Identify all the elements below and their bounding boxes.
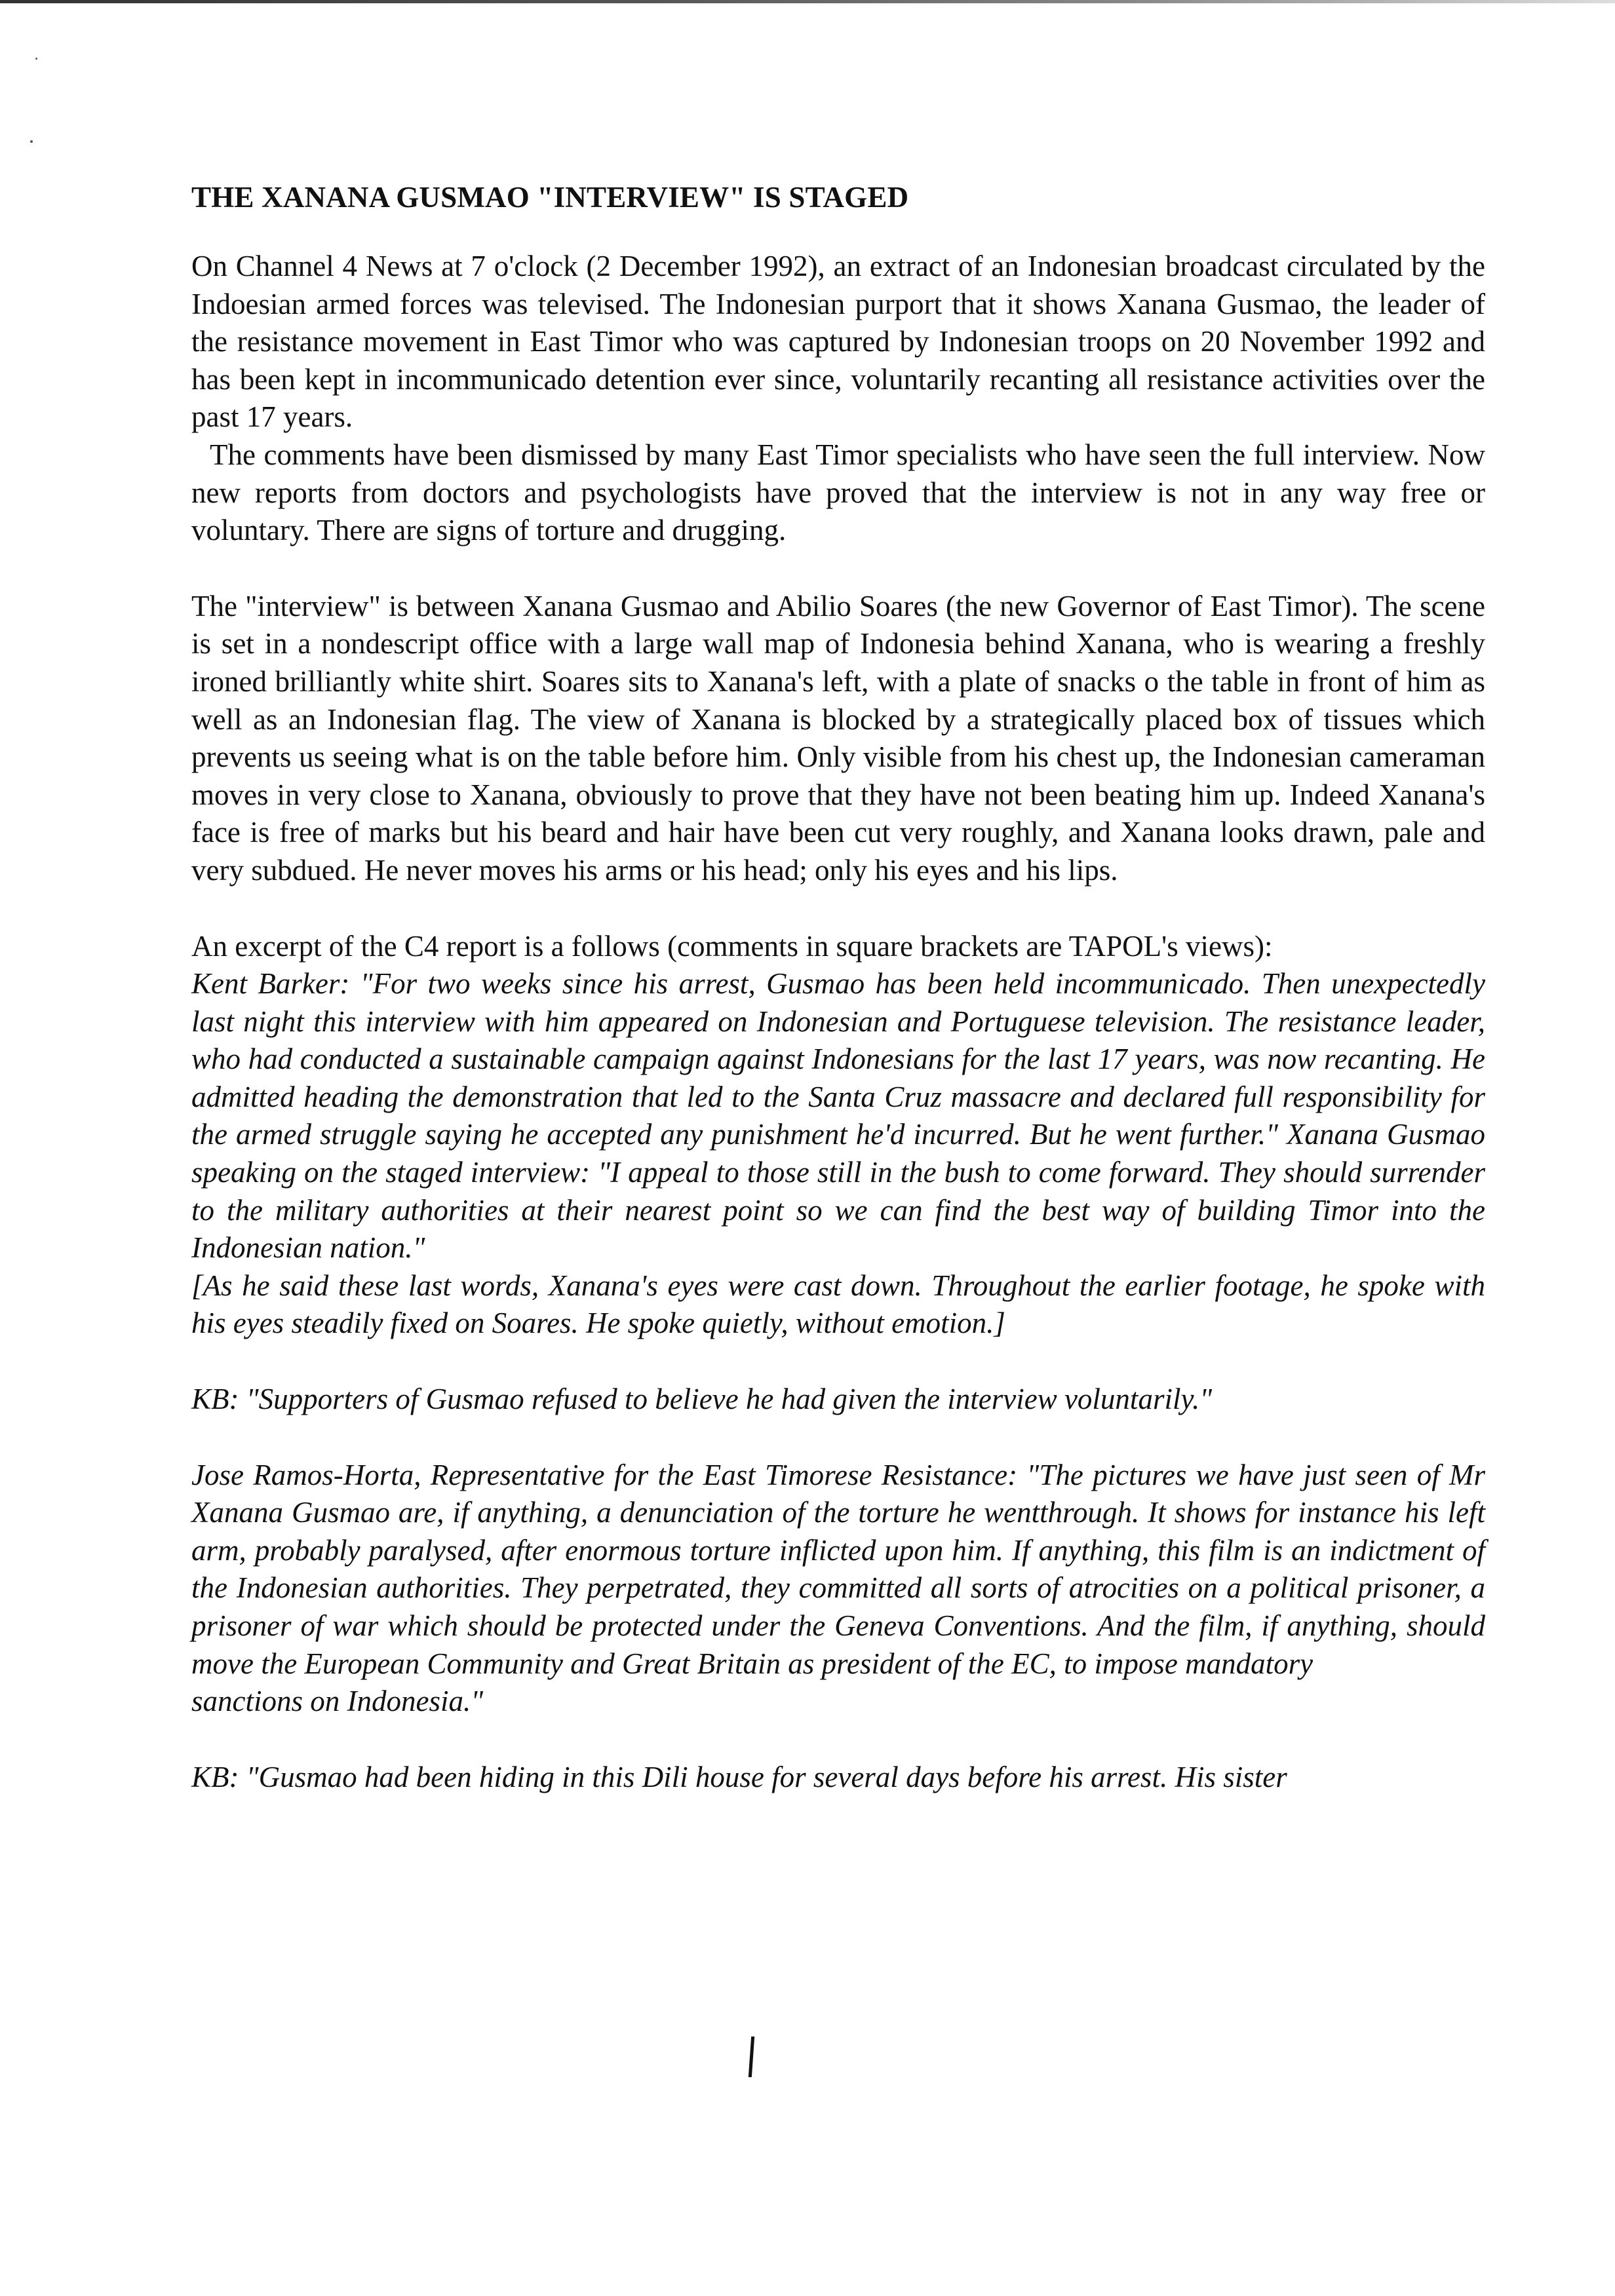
paragraph-broadcast-summary: On Channel 4 News at 7 o'clock (2 December 1992), an extract of an Indonesian broadcast circulated by the Indoesian armed forces was televised. The Indonesian purport that it shows Xanana Gusmao, the leader of the resistance movement in East Timor who was captured by Indonesian troops on 20 November 1992 and has been kept in incommunicado detention ever since, voluntarily recanting all resistance activities over the past 17 years. (191, 250, 1485, 434)
page-number-mark (749, 2037, 754, 2077)
scan-speck (35, 58, 37, 60)
paragraph-kb-hiding: KB: "Gusmao had been hiding in this Dili house for several days before his arrest. His sister (191, 1760, 1287, 1793)
paragraph-specialist-comments: The comments have been dismissed by many East Timor specialists who have seen the full interview. Now new reports from doctors and psychologists have proved that the interview is not in any way free or voluntary. There are signs of torture and drugging. (191, 438, 1485, 547)
excerpt-quote: Kent Barker: "For two weeks since his arrest, Gusmao has been held incommunicado. Then unexpectedly last night this interview with him appeared on Indonesian and Portuguese television. The resistance leader, who had conducted a sustainable campaign against Indonesians for the last 17 years, was now recanting. He admitted heading the demonstration that led to the Santa Cruz massacre and declared full responsibility for the armed struggle saying he accepted any punishment he'd incurred. But he went further." Xanana Gusmao speaking on the staged interview: "I appeal to those still in the bush to come forward. They should surrender to the military authorities at their nearest point so we can find the best way of building Timor into the Indonesian nation." (191, 967, 1485, 1265)
document-page (191, 178, 1485, 1796)
excerpt-comment: [As he said these last words, Xanana's eyes were cast down. Throughout the earlier footage, he spoke with his eyes steadily fixed on Soares. He spoke quietly, without emotion.] (191, 1269, 1485, 1340)
ramos-horta-quote-end: sanctions on Indonesia." (191, 1685, 484, 1718)
ramos-horta-block (191, 1457, 1485, 1721)
scan-speck (30, 140, 33, 143)
paragraph-kb-supporters: KB: "Supporters of Gusmao refused to believe he had given the interview voluntarily." (191, 1383, 1213, 1416)
excerpt-block (191, 928, 1485, 1343)
excerpt-intro: An excerpt of the C4 report is a follows (comments in square brackets are TAPOL's views): (191, 929, 1273, 963)
paragraph-interview-scene: The "interview" is between Xanana Gusmao and Abilio Soares (the new Governor of East Timor). The scene is set in a nondescript office with a large wall map of Indonesia behind Xanana, who is wearing a freshly ironed brilliantly white shirt. Soares sits to Xanana's left, with a plate of snacks o the table in front of him as well as an Indonesian flag. The view of Xanana is blocked by a strategically placed box of tissues which prevents us seeing what is on the table before him. Only visible from his chest up, the Indonesian cameraman moves in very close to Xanana, obviously to prove that they have not been beating him up. Indeed Xanana's face is free of marks but his beard and hair have been cut very roughly, and Xanana looks drawn, pale and very subdued. He never moves his arms or his head; only his eyes and his lips. (191, 589, 1485, 887)
scan-top-edge (0, 0, 1615, 3)
ramos-horta-quote: Jose Ramos-Horta, Representative for the East Timorese Resistance: "The pictures we have just seen of Mr Xanana Gusmao are, if anything, a denunciation of the torture he wentthrough. It shows for instance his left arm, probably paralysed, after enormous torture inflicted upon him. If anything, this film is an indictment of the Indonesian authorities. They perpetrated, they committed all sorts of atrocities on a political prisoner, a prisoner of war which should be protected under the Geneva Conventions. And the film, if anything, should move the European Community and Great Britain as president of the EC, to impose mandatory (191, 1458, 1485, 1680)
document-title: THE XANANA GUSMAO "INTERVIEW" IS STAGED (191, 181, 909, 214)
